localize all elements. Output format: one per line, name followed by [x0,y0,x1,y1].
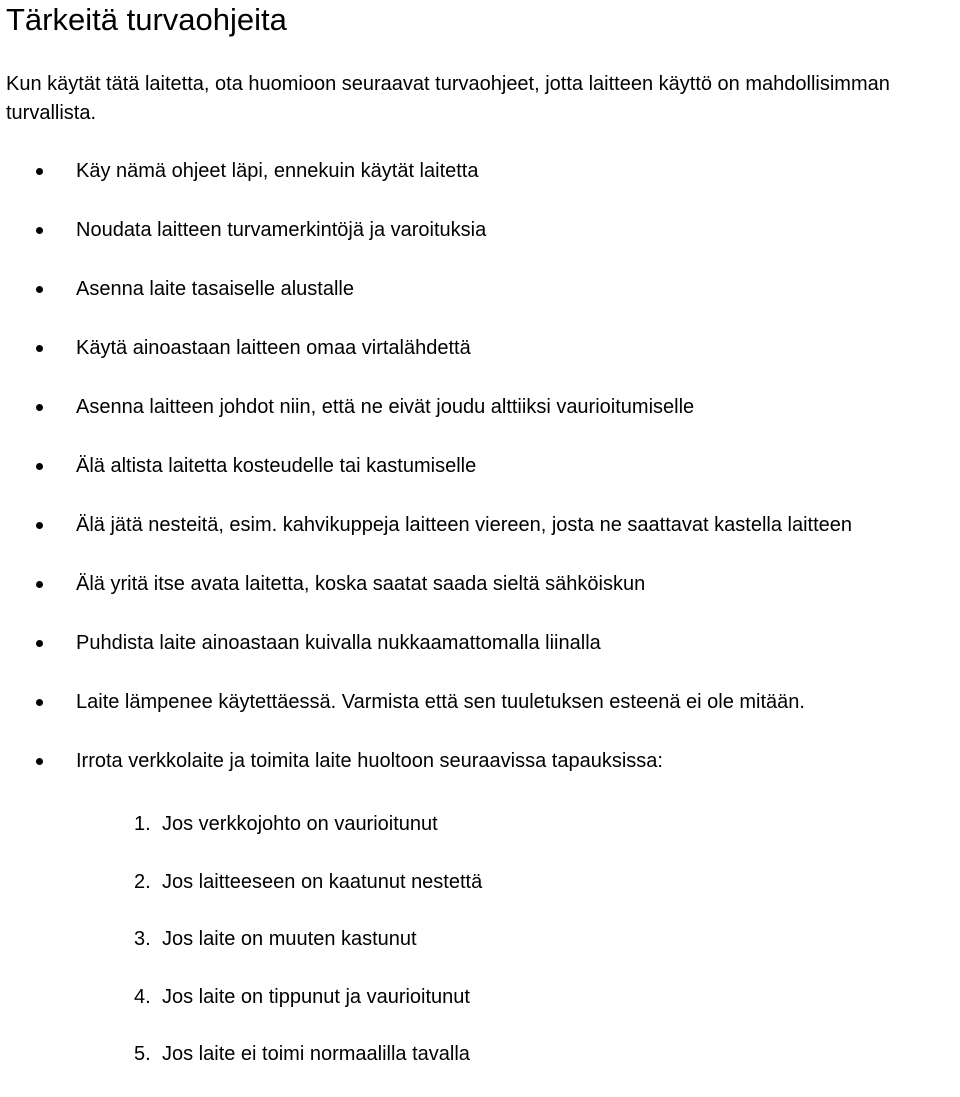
bullet-icon [36,640,43,647]
list-item-text: Käy nämä ohjeet läpi, ennekuin käytät laitetta [76,160,479,182]
list-item-text: Asenna laitteen johdot niin, että ne eivät joudu alttiiksi vaurioitumiselle [76,396,695,418]
bullet-icon [36,168,43,175]
list-item-text: Käytä ainoastaan laitteen omaa virtalähdettä [76,337,471,359]
bullet-icon [36,345,43,352]
list-item-text: Asenna laite tasaiselle alustalle [76,278,354,300]
list-item-text: Irrota verkkolaite ja toimita laite huoltoon seuraavissa tapauksissa: [76,750,663,772]
list-item-text: Laite lämpenee käytettäessä. Varmista että sen tuuletuksen esteenä ei ole mitään. [76,691,805,713]
list-item-text: Puhdista laite ainoastaan kuivalla nukkaamattomalla liinalla [76,632,601,654]
numbered-item-text: Jos verkkojohto on vaurioitunut [162,813,438,835]
bullet-icon [36,286,43,293]
bullet-icon [36,463,43,470]
item-number: 3. [134,928,151,950]
numbered-item-text: Jos laite on muuten kastunut [162,928,417,950]
numbered-item-text: Jos laite on tippunut ja vaurioitunut [162,985,470,1008]
page-title: Tärkeitä turvaohjeita [6,2,287,37]
list-item-text: Älä altista laitetta kosteudelle tai kastumiselle [76,455,477,477]
list-item-text: Älä yritä itse avata laitetta, koska saatat saada sieltä sähköiskun [76,573,646,595]
list-item-text: Älä jätä nesteitä, esim. kahvikuppeja laitteen viereen, josta ne saattavat kastella laitteen [76,514,853,536]
bullet-icon [36,227,43,234]
numbered-item-text: Jos laite ei toimi normaalilla tavalla [162,1043,470,1065]
bullet-icon [36,699,43,706]
item-number: 4. [134,985,151,1008]
numbered-item-text: Jos laitteeseen on kaatunut nestettä [162,870,483,893]
item-number: 5. [134,1043,151,1065]
list-item-text: Noudata laitteen turvamerkintöjä ja varoituksia [76,219,487,241]
bullet-icon [36,758,43,765]
item-number: 2. [134,870,151,893]
bullet-icon [36,522,43,529]
intro-paragraph: Kun käytät tätä laitetta, ota huomioon seuraavat turvaohjeet, jotta laitteen käyttö on mahdollisimman turvallista. [6,73,890,124]
bullet-icon [36,581,43,588]
item-number: 1. [134,813,151,835]
bullet-icon [36,404,43,411]
